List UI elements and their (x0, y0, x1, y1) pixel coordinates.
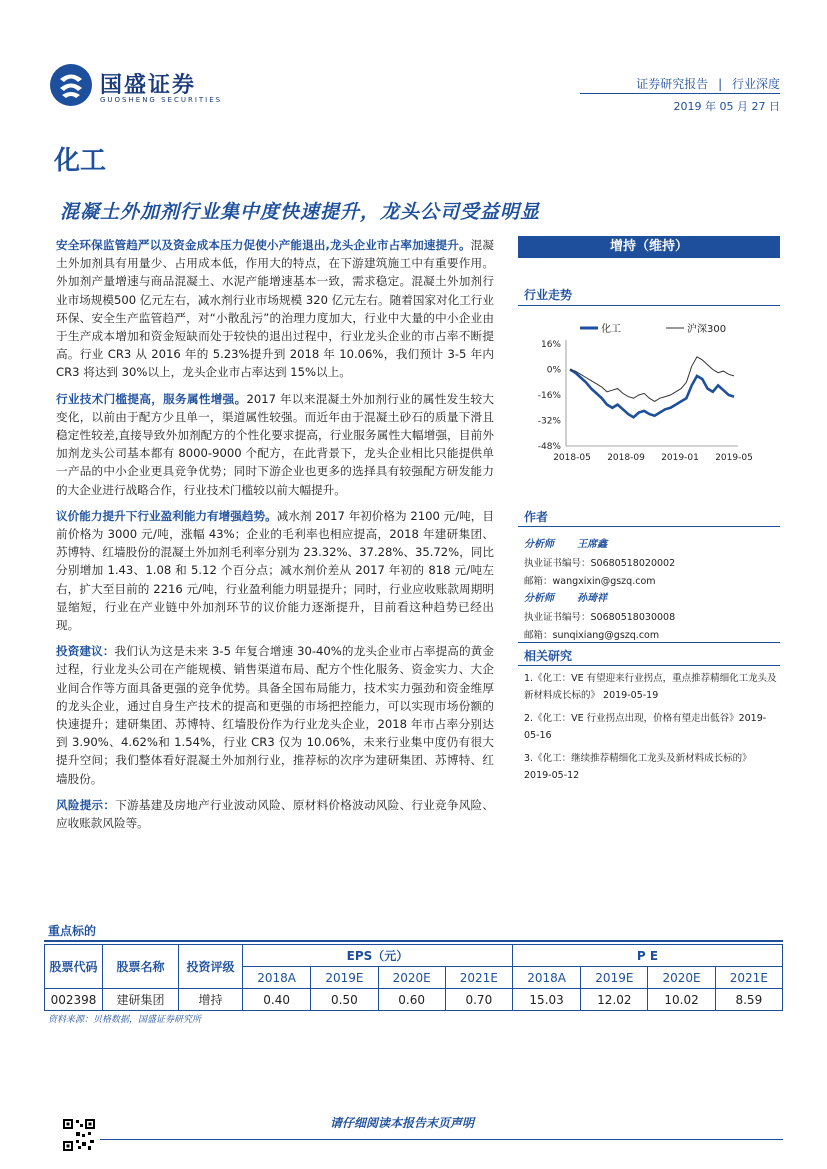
related-item-1[interactable] (524, 670, 780, 704)
paragraph-2-text: 2017 年以来混凝土外加剂行业的属性发生较大变化，以前由于配方少且单一，渠道属性较强。而近年由于混凝土砂石的质量下滑且稳定性较差,直接导致外加剂配方的个性化要求提高，行业服务属性大幅增强，目前外加剂龙头公司基本都有 8000-9000 个配方，在此背景下，龙头企业相比只能提供单一产品的中小企业更具竞争优势；同时下游企业也更多的选择具有较强配方研发能力的大企业进行战略合作，行业技术门槛较以前大幅提升。 (56, 391, 494, 497)
analyst-1-email[interactable]: wangxixin@gszq.com (552, 576, 656, 587)
brand-name: 国盛证券 (100, 73, 197, 98)
col-rating: 投资评级 (179, 945, 243, 989)
paragraph-2 (56, 390, 494, 499)
footer-rule (100, 1139, 783, 1140)
analyst-1-cert-label: 执业证书编号： (524, 558, 591, 569)
row-name: 建研集团 (103, 989, 179, 1011)
authors-title: 作者 (524, 510, 549, 524)
analyst-2-role: 分析师 (524, 593, 554, 604)
main-body (56, 236, 494, 832)
report-type: 证券研究报告 (636, 77, 709, 91)
related-title: 相关研究 (524, 649, 573, 663)
key-stocks-title: 重点标的 (48, 924, 97, 938)
row-pe-3: 10.02 (648, 989, 715, 1011)
paragraph-4 (56, 642, 494, 788)
related-item-3-date: 2019-05-12 (524, 770, 580, 781)
analyst-1-name: 王席鑫 (577, 539, 608, 550)
x-tick-label: 2019-01 (661, 453, 699, 463)
report-type-line (560, 75, 780, 92)
industry-title: 化工 (54, 146, 107, 176)
paragraph-5 (56, 796, 494, 832)
eps-year-2: 2019E (311, 967, 378, 989)
separator: | (718, 77, 723, 91)
qr-code-icon (62, 1118, 96, 1152)
related-item-2[interactable] (524, 710, 780, 744)
paragraph-1 (56, 236, 494, 382)
report-subtype: 行业深度 (731, 77, 780, 91)
x-tick-label: 2018-05 (553, 453, 591, 463)
analyst-2-name: 孙琦祥 (577, 593, 608, 604)
headline: 混凝土外加剂行业集中度快速提升，龙头公司受益明显 (60, 201, 541, 223)
pe-year-4: 2021E (715, 967, 782, 989)
legend-label-chemical: 化工 (601, 324, 621, 335)
series-line-chemical (570, 370, 734, 418)
related-item-1-title: 1.《化工：VE 有望迎来行业拐点，重点推荐精细化工龙头及新材料成长标的》 (524, 673, 777, 701)
related-top-rule (518, 642, 780, 643)
table-row (45, 989, 783, 1011)
rating-badge: 增持（维持） (518, 236, 780, 258)
col-code: 股票代码 (45, 945, 103, 989)
y-tick-label: 16% (540, 340, 561, 350)
qr-code (62, 1118, 96, 1152)
report-date: 2019 年 05 月 27 日 (673, 100, 780, 113)
col-name: 股票名称 (103, 945, 179, 989)
key-stocks-table (44, 944, 783, 1011)
paragraph-4-text: 我们认为这是未来 3-5 年复合增速 30-40%的龙头企业市占率提高的黄金过程，行业龙头公司在产能规模、销售渠道布局、配方个性化服务、资金实力、大企业间合作等方面具备更强的竞争优势。具备全国布局能力，技术实力强劲和资金维厚的龙头企业，通过自身生产技术的提高和更强的市场把控能力，可以实现市场份额的快速提升；建研集团、苏博特、红墙股份作为行业龙头企业，2018 年市占率分别达到 3.90%、4.62%和 1.54%，行业 CR3 仅为 10.06%，未来行业集中度仍有很大提升空间；我们整体看好混凝土外加剂行业，推荐标的次序为建研集团、苏博特、红墙股份。 (56, 644, 494, 786)
series-line-hs300 (570, 357, 734, 402)
pe-year-3: 2020E (648, 967, 715, 989)
brand-name-en: GUOSHENG SECURITIES (100, 96, 223, 104)
paragraph-3-lead: 议价能力提升下行业盈利能力有增强趋势。 (56, 508, 277, 523)
trend-rule (518, 305, 780, 306)
y-tick-label: -32% (537, 416, 561, 427)
eps-year-1: 2018A (243, 967, 311, 989)
row-pe-1: 15.03 (512, 989, 580, 1011)
y-tick-label: -16% (537, 391, 561, 401)
y-tick-label: -48% (537, 442, 561, 452)
paragraph-3 (56, 507, 494, 634)
related-item-3-title: 3.《化工：继续推荐精细化工龙头及新材料成长标的》 (524, 753, 752, 764)
related-list (524, 670, 780, 784)
row-rating: 增持 (179, 989, 243, 1011)
paragraph-4-lead: 投资建议： (56, 644, 115, 659)
x-tick-label: 2018-09 (607, 453, 645, 463)
pe-year-1: 2018A (512, 967, 580, 989)
row-code: 002398 (45, 989, 103, 1011)
header-rule (580, 93, 780, 94)
paragraph-5-text: 下游基建及房地产行业波动风险、原材料价格波动风险、行业竞争风险、应收账款风险等。 (56, 797, 494, 831)
key-stocks-rule (44, 940, 783, 942)
trend-title: 行业走势 (524, 288, 573, 302)
analyst-2-email[interactable]: sunqixiang@gszq.com (552, 630, 660, 641)
analyst-2-email-label: 邮箱： (524, 630, 553, 641)
logo-icon (48, 62, 94, 108)
row-pe-2: 12.02 (581, 989, 648, 1011)
paragraph-3-text: 减水剂 2017 年初价格为 2100 元/吨，目前价格为 3000 元/吨，涨幅 43%；企业的毛利率也相应提高，2018 年建研集团、苏博特、红墙股份的混凝土外加剂毛利率分别为 23.32%、37.28%、35.72%，同比分别增加 1.43、1.08 和 5.12 个百分点；减水剂价差从 2017 年初的 818 元/吨左右，扩大至目前的 2216 元/吨，行业盈利能力明显提升；同时，行业应收账款周期明显缩短，行业在产业链中外加剂环节的议价能力逐渐提升，目前看这种趋势已经出现。 (56, 508, 494, 633)
authors-rule (518, 526, 780, 527)
industry-trend-chart (518, 312, 780, 472)
related-rule (518, 665, 780, 666)
col-pe: P E (512, 945, 782, 967)
related-item-2-title: 2.《化工：VE 行业拐点出现，价格有望走出低谷》 (524, 713, 739, 724)
eps-year-4: 2021E (445, 967, 512, 989)
pe-year-2: 2019E (581, 967, 648, 989)
eps-year-3: 2020E (378, 967, 445, 989)
logo (48, 62, 94, 108)
analyst-1-role: 分析师 (524, 539, 554, 550)
col-eps: EPS（元） (243, 945, 513, 967)
legend-label-hs300: 沪深300 (687, 324, 727, 335)
paragraph-2-lead: 行业技术门槛提高，服务属性增强。 (56, 391, 247, 406)
row-eps-4: 0.70 (445, 989, 512, 1011)
row-eps-2: 0.50 (311, 989, 378, 1011)
analyst-2-cert-label: 执业证书编号： (524, 612, 591, 623)
related-item-1-date: 2019-05-19 (603, 690, 659, 701)
x-tick-label: 2019-05 (715, 453, 753, 463)
analyst-1-email-label: 邮箱： (524, 576, 553, 587)
footer-disclaimer: 请仔细阅读本报告末页声明 (330, 1116, 475, 1130)
related-item-2-date: 2019-05-16 (524, 713, 767, 741)
analyst-2 (524, 586, 780, 641)
analyst-1 (524, 532, 780, 587)
related-item-3[interactable] (524, 750, 780, 784)
row-pe-4: 8.59 (715, 989, 782, 1011)
paragraph-1-lead: 安全环保监管趋严以及资金成本压力促使小产能退出,龙头企业市占率加速提升。 (56, 238, 471, 252)
analyst-1-cert: S0680518020002 (590, 558, 676, 569)
paragraph-1-text: 混凝土外加剂具有用量少、占用成本低，作用大的特点，在下游建筑施工中有重要作用。外加剂产量增速与商品混凝土、水泥产能增速基本一致，需求稳定。混凝土外加剂行业市场规模500 亿元左右，减水剂行业市场规模 320 亿元左右。随着国家对化工行业环保、安全生产监管趋严，对“小散乱污”的治理力度加大，行业中大量的中小企业由于生产成本增加和资金短缺而处于较快的退出过程中，行业龙头企业的市占率不断提高。行业 CR3 从 2016 年的 5.23%提升到 2018 年 10.06%，我们预计 3-5 年内 CR3 将达到 30%以上，龙头企业市占率达到 15%以上。 (56, 238, 494, 380)
analyst-2-cert: S0680518030008 (590, 612, 676, 623)
row-eps-1: 0.40 (243, 989, 311, 1011)
row-eps-3: 0.60 (378, 989, 445, 1011)
y-tick-label: 0% (546, 365, 561, 376)
paragraph-5-lead: 风险提示： (56, 797, 116, 812)
table-source: 资料来源：贝格数据，国盛证券研究所 (48, 1015, 202, 1025)
